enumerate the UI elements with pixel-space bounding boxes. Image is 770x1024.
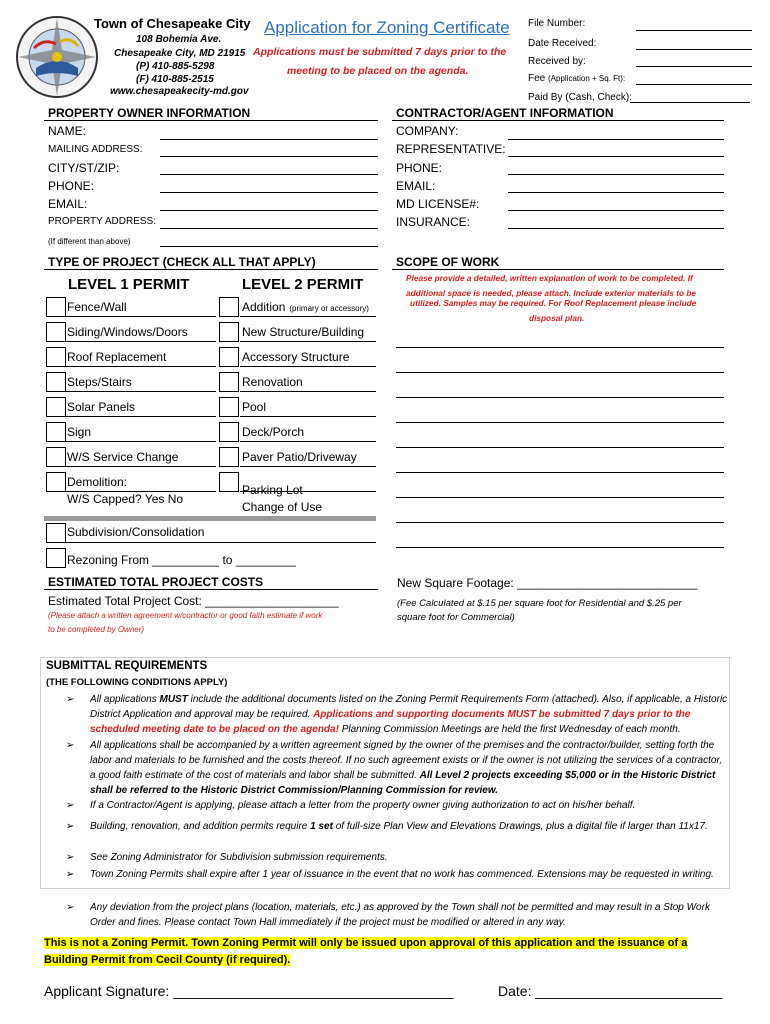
- paid-by-line[interactable]: [630, 102, 750, 103]
- addition-label: Addition (primary or accessory): [242, 300, 369, 314]
- submittal-heading: SUBMITTAL REQUIREMENTS: [46, 660, 208, 672]
- scope-line[interactable]: [396, 397, 724, 398]
- scope-instr-4: disposal plan.: [529, 313, 585, 323]
- town-name: Town of Chesapeake City: [94, 16, 251, 31]
- requirement-1: All applications MUST include the additional documents listed on the Zoning Permit Requirements Form (attached). Also, if applicable, a Historic District Application and approval may be required. Applications and supporting documents MUST be submitted 7 days prior to the scheduled meeting date to be placed on the agenda! Planning Commission Meetings are held the first Wednesday of each month.: [90, 694, 728, 735]
- project-type-rule: [44, 269, 378, 270]
- file-number-line[interactable]: [636, 30, 752, 31]
- scope-line[interactable]: [396, 497, 724, 498]
- checklist-rule: [66, 341, 216, 342]
- checklist-rule: [240, 316, 376, 317]
- applicant-signature-field[interactable]: Applicant Signature: ____________________________________: [44, 983, 454, 999]
- submittal-subheading: (THE FOLLOWING CONDITIONS APPLY): [46, 677, 228, 688]
- contractor-company-field[interactable]: [508, 139, 724, 140]
- fee-label: Fee: [528, 73, 546, 84]
- owner-property-note: (If different than above): [48, 237, 131, 246]
- level1-label: Solar Panels: [67, 400, 136, 414]
- level2-label: New Structure/Building: [242, 325, 365, 339]
- costs-note-2: to be completed by Owner): [48, 625, 145, 634]
- contractor-heading-rule: [392, 120, 724, 121]
- level1-label: Steps/Stairs: [67, 375, 132, 389]
- checklist-rule: [66, 366, 216, 367]
- level2-checkbox[interactable]: [219, 372, 239, 392]
- fee-calc-1: (Fee Calculated at $.15 per square foot for Residential and $.25 per: [397, 598, 682, 609]
- level1-checkbox[interactable]: [46, 322, 66, 342]
- bullet-icon: ➢: [66, 800, 75, 811]
- level2-checkbox[interactable]: [219, 447, 239, 467]
- owner-email-label: EMAIL:: [48, 197, 88, 211]
- owner-mailing-field[interactable]: [160, 156, 378, 157]
- level2-checkbox[interactable]: [219, 297, 239, 317]
- requirement-3: If a Contractor/Agent is applying, please attach a letter from the property owner giving authorization to act on his/her behalf.: [90, 800, 636, 811]
- owner-property-label: PROPERTY ADDRESS:: [48, 216, 156, 227]
- rezoning-label: Rezoning From __________ to _________: [67, 553, 296, 567]
- scope-rule: [392, 269, 724, 270]
- checklist-rule: [240, 441, 376, 442]
- level2-heading: LEVEL 2 PERMIT: [242, 276, 364, 293]
- scope-instr-3: utilized. Samples may be required. For Roof Replacement please include: [410, 298, 697, 308]
- deadline-notice-1: Applications must be submitted 7 days prior to the: [253, 46, 507, 58]
- scope-instr-2: additional space is needed, please attach. Include exterior materials to be: [406, 288, 697, 298]
- scope-line[interactable]: [396, 347, 724, 348]
- subdivision-rule: [66, 542, 376, 543]
- demolition-capped-question: W/S Capped? Yes No: [67, 492, 184, 506]
- project-type-heading: TYPE OF PROJECT (CHECK ALL THAT APPLY): [48, 255, 316, 269]
- level2-label: Renovation: [242, 375, 303, 389]
- bullet-icon: ➢: [66, 821, 75, 832]
- checklist-rule: [240, 366, 376, 367]
- level1-heading: LEVEL 1 PERMIT: [68, 276, 190, 293]
- bullet-icon: ➢: [66, 902, 75, 913]
- checklist-rule: [66, 316, 216, 317]
- level1-label: W/S Service Change: [67, 450, 179, 464]
- level2-label: Accessory Structure: [242, 350, 350, 364]
- owner-phone-label: PHONE:: [48, 179, 95, 193]
- town-city: Chesapeake City, MD 21915: [114, 48, 246, 59]
- contractor-rep-label: REPRESENTATIVE:: [396, 142, 506, 156]
- level1-label: Roof Replacement: [67, 350, 167, 364]
- level2-checkbox[interactable]: [219, 397, 239, 417]
- paid-by-label: Paid By (Cash, Check):: [528, 92, 632, 103]
- bullet-icon: ➢: [66, 852, 75, 863]
- file-number-label: File Number:: [528, 18, 586, 29]
- scope-line[interactable]: [396, 547, 724, 548]
- owner-name-label: NAME:: [48, 124, 87, 138]
- contractor-insurance-label: INSURANCE:: [396, 215, 471, 229]
- owner-city-label: CITY/ST/ZIP:: [48, 161, 120, 175]
- level2-checkbox[interactable]: [219, 472, 239, 492]
- owner-email-field[interactable]: [160, 210, 378, 211]
- owner-property-field[interactable]: [160, 228, 378, 229]
- checklist-rule: [240, 391, 376, 392]
- checklist-rule: [66, 391, 216, 392]
- level1-label: Siding/Windows/Doors: [67, 325, 188, 339]
- town-phone: (P) 410-885-5298: [136, 61, 215, 72]
- requirement-2: All applications shall be accompanied by a written agreement signed by the owner of the premises and the contractor/builder, setting forth the labor and materials to be furnished and the costs thereof. If no such agreement exists or if the owner is not utilizing the services of a contractor, a good faith estimate of the cost of materials and labor shall be submitted. All Level 2 projects exceeding $5,000 or in the Historic District shall be referred to the Historic District Commission/Planning Commission for review.: [90, 740, 723, 796]
- level1-checkbox[interactable]: [46, 472, 66, 492]
- scope-heading: SCOPE OF WORK: [396, 255, 500, 269]
- scope-line[interactable]: [396, 422, 724, 423]
- contractor-rep-field[interactable]: [508, 156, 724, 157]
- fee-calc-2: square foot for Commercial): [397, 612, 515, 623]
- scope-line[interactable]: [396, 472, 724, 473]
- level2-checkbox[interactable]: [219, 322, 239, 342]
- costs-heading: ESTIMATED TOTAL PROJECT COSTS: [48, 575, 264, 589]
- checklist-rule: [66, 416, 216, 417]
- checklist-rule: [66, 441, 216, 442]
- permit-notice-2: Building Permit from Cecil County (if required).: [44, 954, 291, 966]
- requirement-4: Building, renovation, and addition permits require 1 set of full-size Plan View and Elevations Drawings, plus a digital file if larger than 11x17.: [90, 821, 708, 832]
- level1-checkbox[interactable]: [46, 347, 66, 367]
- contractor-license-field[interactable]: [508, 210, 724, 211]
- owner-phone-field[interactable]: [160, 192, 378, 193]
- level1-label: Fence/Wall: [67, 300, 127, 314]
- bullet-icon: ➢: [66, 869, 75, 880]
- level2-checkbox[interactable]: [219, 422, 239, 442]
- contractor-license-label: MD LICENSE#:: [396, 197, 480, 211]
- fee-note: (Application + Sq. Ft):: [548, 74, 626, 83]
- total-cost-field[interactable]: Estimated Total Project Cost: ____________________: [48, 594, 339, 608]
- level1-checkbox[interactable]: [46, 297, 66, 317]
- fee-line[interactable]: [636, 84, 752, 85]
- deadline-notice-2: meeting to be placed on the agenda.: [287, 65, 469, 77]
- checklist-rule: [240, 491, 376, 492]
- contractor-email-field[interactable]: [508, 192, 724, 193]
- level2-label: Pool: [242, 400, 267, 414]
- level1-checkbox[interactable]: [46, 397, 66, 417]
- level1-checkbox[interactable]: [46, 447, 66, 467]
- town-seal-logo: [14, 14, 100, 100]
- checklist-rule: [240, 466, 376, 467]
- requirement-6: Town Zoning Permits shall expire after 1 year of issuance in the event that no work has commenced. Extensions may be requested in writing.: [90, 869, 714, 880]
- town-fax: (F) 410-885-2515: [136, 74, 214, 85]
- received-by-line[interactable]: [636, 66, 752, 67]
- page-title: Application for Zoning Certificate: [264, 18, 510, 37]
- owner-heading-rule: [44, 120, 378, 121]
- date-received-label: Date Received:: [528, 38, 597, 49]
- owner-property-field-2[interactable]: [160, 246, 378, 247]
- contractor-company-label: COMPANY:: [396, 124, 459, 138]
- contractor-phone-field[interactable]: [508, 174, 724, 175]
- bullet-icon: ➢: [66, 740, 75, 751]
- town-address: 108 Bohemia Ave.: [136, 34, 222, 45]
- bullet-icon: ➢: [66, 694, 75, 705]
- subdivision-label: Subdivision/Consolidation: [67, 525, 205, 539]
- level1-label: Sign: [67, 425, 92, 439]
- scope-instr-1: Please provide a detailed, written explanation of work to be completed. If: [406, 273, 693, 283]
- level2-label: Parking Lot: [242, 483, 303, 497]
- contractor-insurance-field[interactable]: [508, 228, 724, 229]
- checklist-rule: [66, 466, 216, 467]
- costs-note-1: (Please attach a written agreement w/contractor or good faith estimate if work: [48, 611, 323, 620]
- owner-mailing-label: MAILING ADDRESS:: [48, 144, 143, 155]
- level2-label: Change of Use: [242, 500, 323, 514]
- level2-label: Paver Patio/Driveway: [242, 450, 357, 464]
- owner-heading: PROPERTY OWNER INFORMATION: [48, 106, 251, 120]
- checklist-rule: [240, 416, 376, 417]
- date-received-line[interactable]: [636, 49, 752, 50]
- requirement-7: Any deviation from the project plans (location, materials, etc.) as approved by the Town shall not be permitted and may result in a Stop Work Order and fines. Please contact Town Hall immediately if the project must be modified or altered in any way.: [90, 902, 710, 928]
- level2-checkbox[interactable]: [219, 347, 239, 367]
- scope-line[interactable]: [396, 372, 724, 373]
- sqft-field[interactable]: New Square Footage: ___________________________: [397, 576, 698, 590]
- contractor-email-label: EMAIL:: [396, 179, 436, 193]
- signature-date-field[interactable]: Date: ________________________: [498, 983, 723, 999]
- contractor-heading: CONTRACTOR/AGENT INFORMATION: [396, 106, 614, 120]
- checklist-divider: [44, 516, 376, 521]
- checklist-rule: [240, 341, 376, 342]
- level1-checkbox[interactable]: [46, 372, 66, 392]
- owner-name-field[interactable]: [160, 139, 378, 140]
- level1-label: Demolition:: [67, 475, 128, 489]
- scope-line[interactable]: [396, 522, 724, 523]
- subdivision-checkbox[interactable]: [46, 523, 66, 543]
- level2-label: Deck/Porch: [242, 425, 305, 439]
- contractor-phone-label: PHONE:: [396, 161, 443, 175]
- costs-rule: [44, 589, 378, 590]
- received-by-label: Received by:: [528, 56, 586, 67]
- owner-city-field[interactable]: [160, 174, 378, 175]
- town-website[interactable]: www.chesapeakecity-md.gov: [110, 86, 249, 97]
- rezoning-checkbox[interactable]: [46, 548, 66, 568]
- requirement-5: See Zoning Administrator for Subdivision submission requirements.: [90, 852, 388, 863]
- level1-checkbox[interactable]: [46, 422, 66, 442]
- permit-notice-1: This is not a Zoning Permit. Town Zoning Permit will only be issued upon approval of this application and the issuance of a: [44, 937, 688, 949]
- scope-line[interactable]: [396, 447, 724, 448]
